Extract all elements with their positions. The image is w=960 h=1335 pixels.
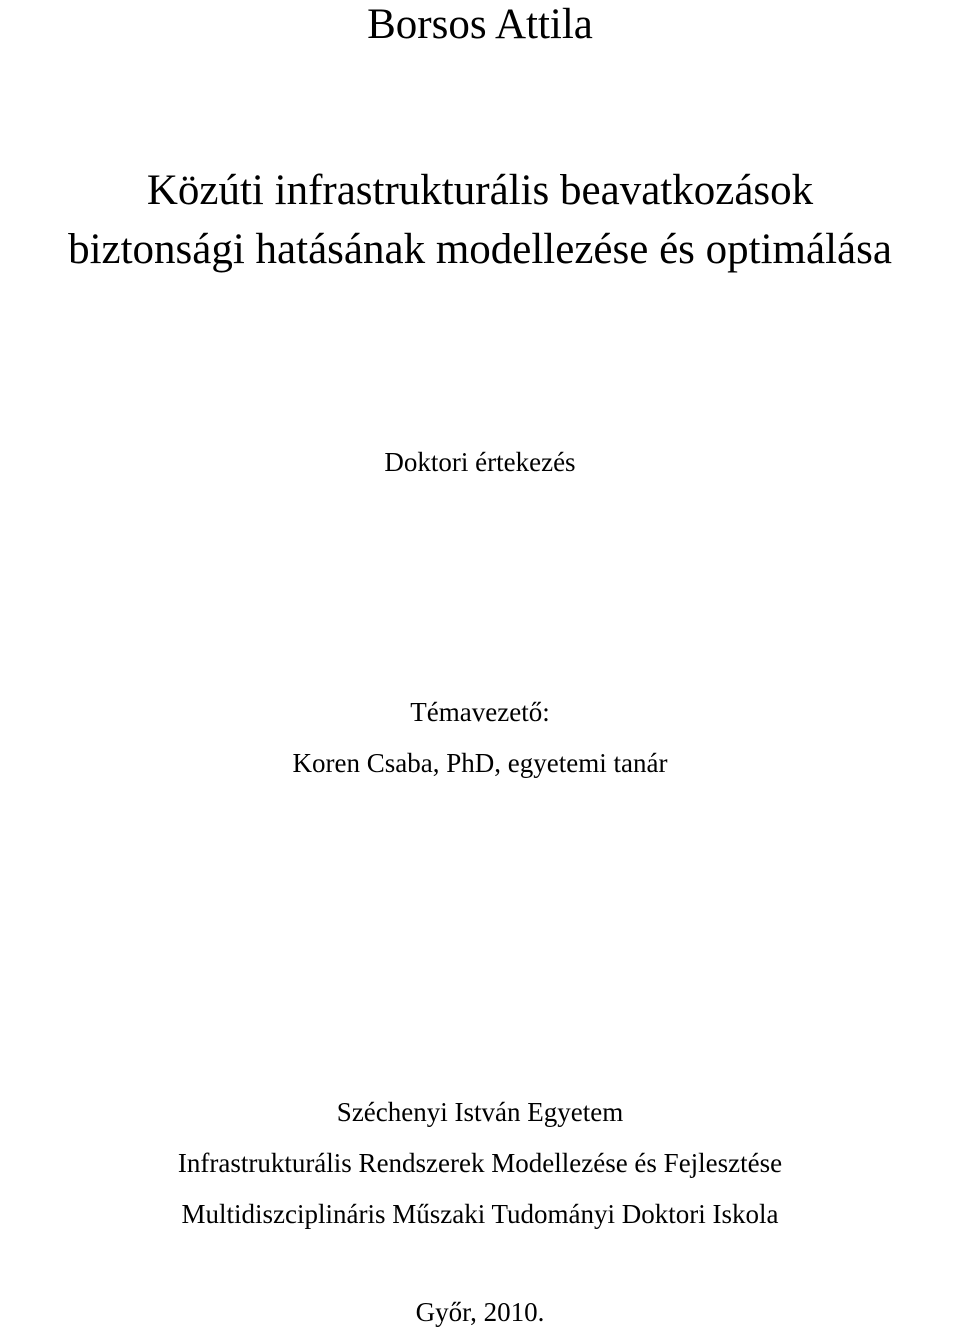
author-name: Borsos Attila xyxy=(367,1,593,48)
document-type: Doktori értekezés xyxy=(384,447,576,477)
thesis-title-line-1: Közúti infrastrukturális beavatkozások xyxy=(146,167,814,214)
doctoral-school: Multidiszciplináris Műszaki Tudományi Doktori Iskola xyxy=(181,1199,779,1229)
supervisor-name: Koren Csaba, PhD, egyetemi tanár xyxy=(292,748,668,778)
supervisor-label: Témavezető: xyxy=(410,697,550,727)
thesis-title-line-2: biztonsági hatásának modellezése és optimálása xyxy=(68,226,892,273)
doctoral-program: Infrastrukturális Rendszerek Modellezése és Fejlesztése xyxy=(177,1148,783,1178)
university-name: Széchenyi István Egyetem xyxy=(336,1097,624,1127)
place-and-date: Győr, 2010. xyxy=(415,1297,545,1327)
